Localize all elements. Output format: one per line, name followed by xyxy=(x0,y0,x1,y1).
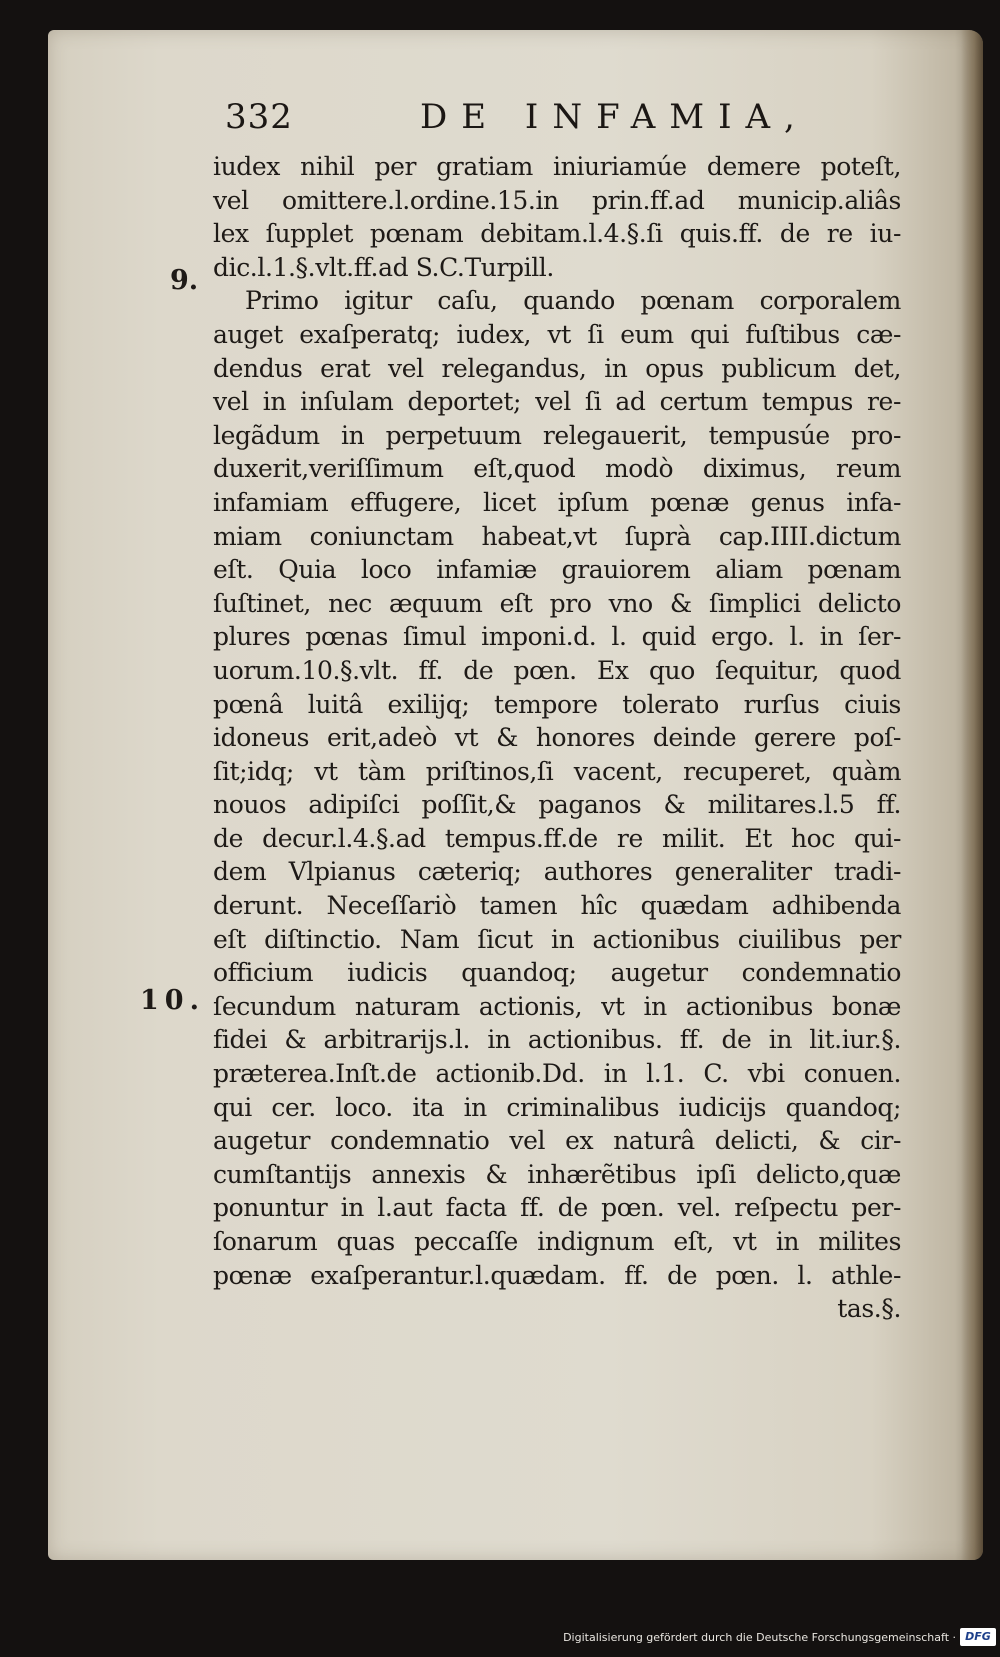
text-line: dic.l.1.§.vlt.ff.ad S.C.Turpill. xyxy=(213,252,554,282)
text-line: idoneus erit,adeò vt & honores deinde gerere poſ- xyxy=(213,723,901,753)
text-line: iudex nihil per gratiam iniuriamúe demere poteſt, xyxy=(213,152,901,181)
text-line: de decur.l.4.§.ad tempus.ff.de re milit. Et hoc qui- xyxy=(213,823,901,853)
page-number: 332 xyxy=(225,97,293,137)
text-line: duxerit,veriſſimum eſt,quod modò diximus, reum xyxy=(213,454,901,484)
text-line: ſonarum quas peccaſſe indignum eſt, vt in milites xyxy=(213,1227,901,1256)
text-line: vel omittere.l.ordine.15.in prin.ff.ad municip.aliâs xyxy=(213,185,901,215)
text-line: tas.§. xyxy=(837,1294,901,1324)
text-line: plures pœnas ſimul imponi.d. l. quid ergo. l. in ſer- xyxy=(213,622,901,652)
text-line: auget exaſperatq; iudex, vt ſi eum qui fuſtibus cæ- xyxy=(213,319,901,349)
text-line: pœnâ luitâ exilijq; tempore tolerato rurſus ciuis xyxy=(213,689,901,719)
running-title: DE INFAMIA, xyxy=(420,97,809,137)
text-line: eſt. Quia loco infamiæ grauiorem aliam pœnam xyxy=(213,555,901,585)
text-line: derunt. Neceſſariò tamen hîc quædam adhibenda xyxy=(213,891,901,921)
text-line: dendus erat vel relegandus, in opus publicum det, xyxy=(213,353,901,383)
text-line: pœnæ exaſperantur.l.quædam. ff. de pœn. l. athle- xyxy=(213,1260,901,1290)
text-line: fidei & arbitrarijs.l. in actionibus. ff. de in lit.iur.§. xyxy=(213,1025,901,1055)
text-line: ponuntur in l.aut facta ff. de pœn. vel. reſpectu per- xyxy=(213,1193,901,1223)
text-line: miam coniunctam habeat,vt ſuprà cap.IIII.dictum xyxy=(213,521,901,551)
text-line: legãdum in perpetuum relegauerit, tempusúe pro- xyxy=(213,420,901,450)
page-edge-shadow xyxy=(961,30,983,1560)
text-line: Primo igitur caſu, quando pœnam corporalem xyxy=(245,286,901,316)
text-line: ſuſtinet, nec æquum eſt pro vno & ſimplici delicto xyxy=(213,588,901,618)
text-line: præterea.Inſt.de actionib.Dd. in l.1. C. vbi conuen. xyxy=(213,1059,901,1089)
text-line: lex ſupplet pœnam debitam.l.4.§.ſi quis.ff. de re iu- xyxy=(213,219,901,249)
text-line: augetur condemnatio vel ex naturâ delicti, & cir- xyxy=(213,1126,901,1156)
body-text xyxy=(213,150,901,1326)
text-line: dem Vlpianus cæteriq; authores generaliter tradi- xyxy=(213,857,901,887)
text-line: vel in inſulam deportet; vel ſi ad certum tempus re- xyxy=(213,387,901,417)
dfg-logo-icon: DFG xyxy=(960,1628,996,1646)
text-line: ſit;idq; vt tàm priſtinos,ſi vacent, recuperet, quàm xyxy=(213,756,901,786)
page-header xyxy=(225,95,845,145)
text-line: cumſtantijs annexis & inhærẽtibus ipſi delicto,quæ xyxy=(213,1159,901,1189)
text-line: qui cer. loco. ita in criminalibus iudicijs quandoq; xyxy=(213,1092,901,1122)
digitization-credit: Digitalisierung gefördert durch die Deutsche Forschungsgemeinschaft · xyxy=(563,1631,956,1644)
text-line: uorum.10.§.vlt. ff. de pœn. Ex quo ſequitur, quod xyxy=(213,655,901,685)
text-line: infamiam effugere, licet ipſum pœnæ genus infa- xyxy=(213,487,901,517)
text-line: ſecundum naturam actionis, vt in actionibus bonæ xyxy=(213,991,901,1021)
marginal-number-10: 10. xyxy=(140,985,205,1016)
text-line: nouos adipiſci poſſit,& paganos & militares.l.5 ff. xyxy=(213,790,901,820)
marginal-number-9: 9. xyxy=(170,265,199,296)
text-line: eſt diſtinctio. Nam ſicut in actionibus ciuilibus per xyxy=(213,924,901,954)
text-line: officium iudicis quandoq; augetur condemnatio xyxy=(213,958,901,988)
